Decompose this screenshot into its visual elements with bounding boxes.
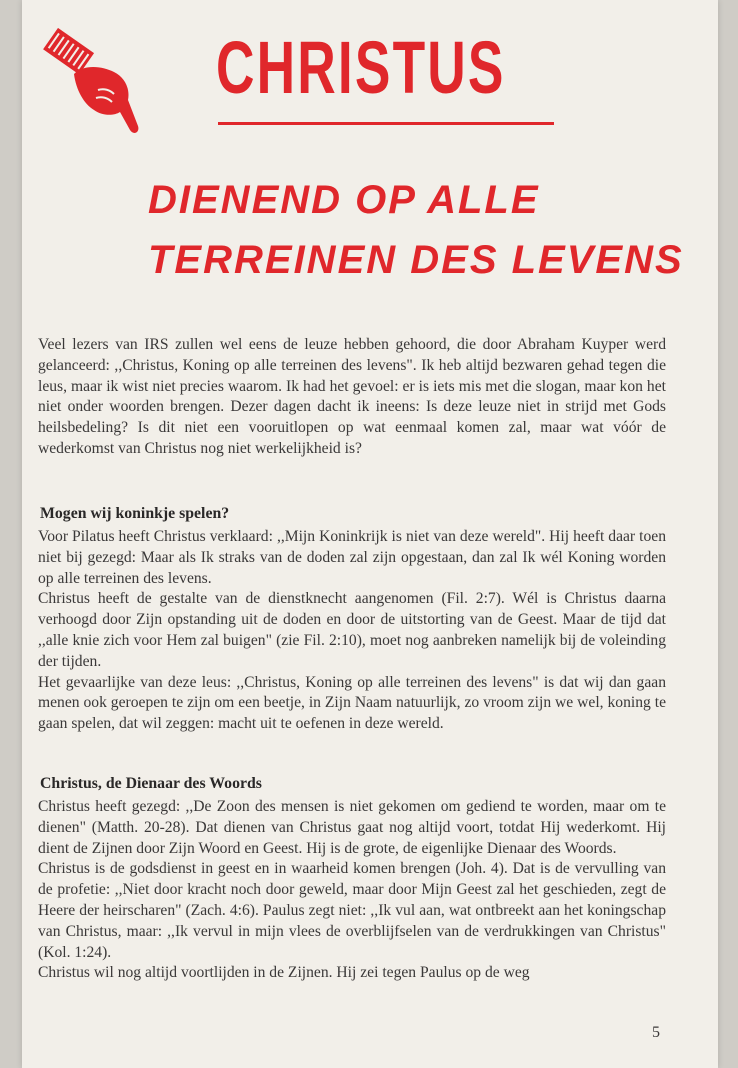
section-2-paragraph: Christus heeft gezegd: ,,De Zoon des mensen is niet gekomen om gediend te worden, maar om te dienen" (Matth. 20-28). Dat dienen van Christus gaat nog altijd voort, totdat Hij wederkomt. Hij dient de Zijnen door Zijn Woord en Geest. Hij is de grote, de eigenlijke Dienaar des Woords. [38, 798, 666, 857]
section-2-paragraph: Christus is de godsdienst in geest en in waarheid komen brengen (Joh. 4). Dat is de vervulling van de profetie: ,,Niet door kracht noch door geweld, maar door Mijn Geest zal het geschieden, zegt de Heere der heirscharen" (Zach. 4:6). Paulus zegt niet: ,,Ik vul aan, wat ontbreekt aan het koningschap van Christus, maar: ,,Ik vervul in mijn vlees de overblijfselen van de verdrukkingen van Christus" (Kol. 1:24). [38, 860, 666, 961]
page-number: 5 [652, 1024, 660, 1041]
section-2-paragraph: Christus wil nog altijd voortlijden in de Zijnen. Hij zei tegen Paulus op de weg [38, 964, 530, 982]
intro-paragraph [38, 335, 666, 460]
section-1-paragraph: Christus heeft de gestalte van de dienstknecht aangenomen (Fil. 2:7). Wél is Christus daarna verhoogd door Zijn opstanding uit de doden en door de uitstorting van de Geest. Maar de tijd dat ,,alle knie zich voor Hem zal buigen" (zie Fil. 2:10), moet nog aanbreken namelijk bij de voleinding der tijden. [38, 590, 666, 670]
pointing-hand-icon [40, 28, 152, 138]
title-underline [218, 122, 554, 125]
section-1-paragraph: Voor Pilatus heeft Christus verklaard: ,,Mijn Koninkrijk is niet van deze wereld". Hij heeft daar toen niet bij gezegd: Maar als Ik straks van de doden zal zijn opgestaan, dan zal Ik wél Koning worden op alle terreinen des levens. [38, 528, 666, 587]
intro-text: Veel lezers van IRS zullen wel eens de leuze hebben gehoord, die door Abraham Kuyper werd gelanceerd: ,,Christus, Koning op alle terreinen des levens". Ik heb altijd bezwaren gehad tegen die leus, maar ik wist niet precies waarom. Ik had het gevoel: er is iets mis met die slogan, maar kon het niet onder woorden brengen. Dezer dagen dacht ik ineens: Is deze leuze niet in strijd met Gods heilsbedeling? Is dit niet een vooruitlopen op wat eenmaal komen zal, maar wat vóór de wederkomst van Christus nog niet werkelijkheid is? [38, 336, 666, 457]
subtitle-line-2: TERREINEN DES LEVENS [148, 238, 684, 282]
section-heading-1: Mogen wij koninkje spelen? [40, 505, 230, 522]
page-title: CHRISTUS [216, 26, 506, 109]
section-1-body [38, 527, 666, 735]
section-heading-2: Christus, de Dienaar des Woords [40, 775, 262, 792]
page [22, 0, 718, 1068]
section-2-body [38, 797, 666, 984]
section-1-paragraph: Het gevaarlijke van deze leus: ,,Christus, Koning op alle terreinen des levens" is dat wij dan gaan menen ook geroepen te zijn om een beetje, in Zijn Naam natuurlijk, zo vroom zijn we wel, koning te gaan spelen, dat wil zeggen: macht uit te oefenen in deze wereld. [38, 673, 666, 733]
subtitle-line-1: DIENEND OP ALLE [148, 178, 540, 222]
